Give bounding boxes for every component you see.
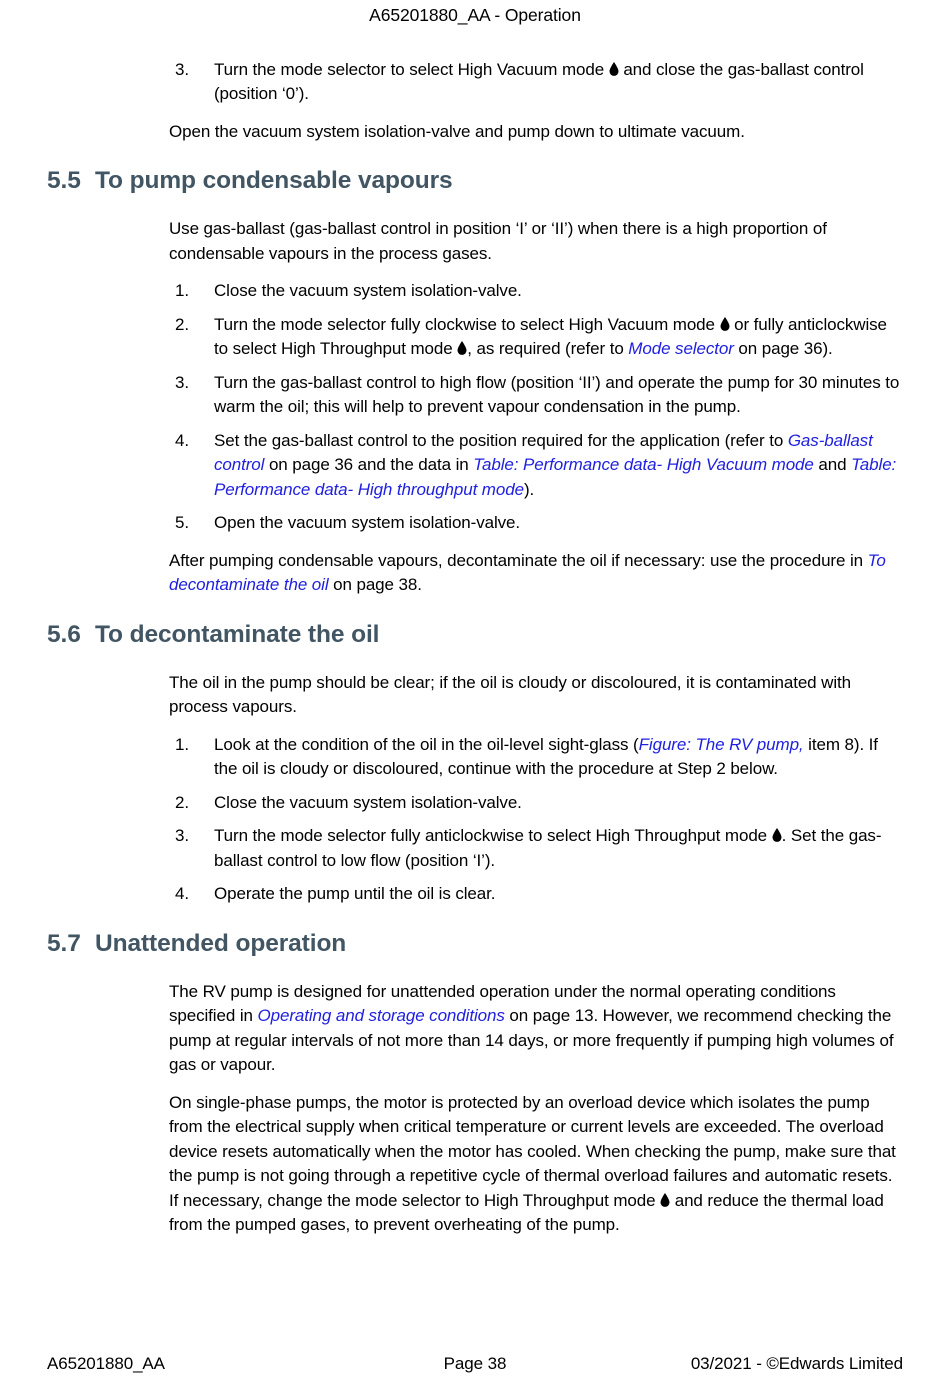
list-item-text (214, 791, 900, 816)
list-item-number: 4. (175, 430, 189, 450)
list-item-text (214, 882, 900, 907)
paragraph (169, 217, 900, 266)
paragraph (169, 980, 900, 1078)
cross-reference-link[interactable]: Gas-ballast control (214, 430, 873, 474)
text-run: Look at the condition of the oil in the oil-level sight-glass ( (214, 734, 639, 754)
paragraph (169, 1091, 900, 1238)
list-item-number: 5. (175, 513, 189, 532)
list-item-number: 3. (175, 826, 189, 845)
text-run: Turn the mode selector fully anticlockwise to select High Throughput mode (214, 826, 772, 845)
list-item-text (214, 58, 900, 107)
text-run: Use gas-ballast (gas-ballast control in position ‘I’ or ‘II’) when there is a high proportion of condensable vapours in the process gases. (169, 219, 827, 263)
numbered-list (169, 733, 902, 907)
section-heading (47, 166, 902, 196)
text-run: After pumping condensable vapours, decontaminate the oil if necessary: use the procedure in (169, 550, 868, 570)
text-run: Set the gas-ballast control to the position required for the application (refer to (214, 430, 788, 450)
list-item (169, 733, 900, 782)
section-number: 5.5 (47, 167, 81, 194)
list-item (169, 58, 900, 107)
text-run: Turn the gas-ballast control to high flow (position ‘II’) and operate the pump for 30 minutes to warm the oil; this will help to prevent vapour condensation in the pump. (214, 372, 900, 416)
list-item (169, 824, 900, 873)
text-run: Close the vacuum system isolation-valve. (214, 281, 522, 300)
text-run: on page 36 and the data in (264, 455, 474, 474)
section-title: Unattended operation (95, 929, 347, 957)
cross-reference-link[interactable]: Mode selector (628, 339, 734, 358)
text-run: Turn the mode selector fully clockwise to select High Vacuum mode (214, 314, 720, 334)
cross-reference-link[interactable]: Table: Performance data- High throughput mode (214, 455, 897, 499)
droplet-icon (772, 828, 782, 842)
list-item-text (214, 824, 900, 873)
text-run: . Set the gas-ballast control to low flow (position ‘I’). (214, 826, 882, 870)
text-run: Open the vacuum system isolation-valve and pump down to ultimate vacuum. (169, 121, 745, 141)
list-item-text (214, 733, 900, 782)
text-run: on page 36). (733, 339, 833, 358)
text-run: ). (523, 479, 535, 499)
section-number: 5.7 (47, 929, 81, 957)
footer-document-number: A65201880_AA (47, 1353, 165, 1373)
list-item-text (214, 429, 900, 503)
section-number: 5.6 (47, 620, 81, 648)
footer-issue-copyright: 03/2021 - ©Edwards Limited (690, 1353, 903, 1373)
list-item-text (214, 511, 900, 536)
list-item (169, 882, 900, 907)
document-header-title: A65201880_AA - Operation (369, 5, 581, 25)
text-run: , as required (refer to (467, 339, 629, 358)
section-title: To decontaminate the oil (95, 620, 380, 648)
droplet-icon (457, 341, 467, 355)
cross-reference-link[interactable]: Figure: The RV pump, (638, 734, 804, 754)
text-run: Turn the mode selector to select High Vacuum mode (214, 59, 609, 79)
numbered-list (169, 279, 902, 536)
paragraph (169, 671, 900, 720)
text-run: on page 38. (328, 575, 422, 594)
list-item (169, 429, 900, 503)
text-run: and (813, 455, 852, 474)
list-item-number: 4. (175, 884, 189, 903)
section-title: To pump condensable vapours (95, 167, 453, 194)
footer-page-number: Page 38 (443, 1353, 507, 1373)
list-item-number: 3. (175, 372, 189, 392)
text-run: Operate the pump until the oil is clear. (214, 884, 496, 903)
numbered-list (169, 58, 902, 107)
droplet-icon (609, 62, 619, 76)
text-run: and close the gas-ballast control (position ‘0’). (214, 59, 864, 103)
list-item-text (214, 371, 900, 420)
list-item-number: 2. (175, 792, 189, 812)
cross-reference-link[interactable]: To decontaminate the oil (169, 550, 886, 594)
text-run: on page 13. However, we recommend checking the pump at regular intervals of not more than 14 days, or more frequently if pumping high volumes of gas or vapour. (169, 1006, 894, 1074)
section-heading (47, 929, 902, 959)
list-item-number: 2. (175, 314, 189, 334)
document-body (0, 28, 950, 1238)
text-run: item 8). If the oil is cloudy or discoloured, continue with the procedure at Step 2 below. (214, 734, 878, 778)
droplet-icon (720, 317, 730, 331)
text-run: The oil in the pump should be clear; if the oil is cloudy or discoloured, it is contaminated with process vapours. (169, 672, 851, 716)
paragraph (169, 120, 900, 145)
droplet-icon (660, 1193, 670, 1207)
text-run: The RV pump is designed for unattended operation under the normal operating conditions specified in (169, 981, 836, 1025)
paragraph (169, 549, 900, 598)
text-run: Close the vacuum system isolation-valve. (214, 792, 522, 812)
list-item-number: 1. (175, 281, 189, 300)
document-footer (47, 1352, 903, 1377)
list-item-text (214, 279, 900, 304)
list-item (169, 511, 900, 536)
list-item (169, 313, 900, 362)
text-run: and reduce the thermal load from the pumped gases, to prevent overheating of the pump. (169, 1190, 884, 1234)
list-item (169, 791, 900, 816)
cross-reference-link[interactable]: Operating and storage conditions (257, 1006, 505, 1025)
list-item (169, 279, 900, 304)
list-item-number: 1. (175, 734, 189, 754)
section-heading (47, 620, 902, 650)
text-run: Open the vacuum system isolation-valve. (214, 513, 521, 532)
cross-reference-link[interactable]: Table: Performance data- High Vacuum mode (473, 455, 814, 474)
list-item-text (214, 313, 900, 362)
text-run: On single-phase pumps, the motor is protected by an overload device which isolates the pump from the electrical supply when critical temperature or current levels are exceeded. The overload device resets automatically when the motor has cooled. When checking the pump, make sure that the pump is not going through a repetitive cycle of thermal overload failures and automatic resets. If necessary, change the mode selector to High Throughput mode (169, 1092, 896, 1210)
list-item-number: 3. (175, 59, 189, 79)
list-item (169, 371, 900, 420)
text-run: or fully anticlockwise to select High Throughput mode (214, 314, 887, 358)
